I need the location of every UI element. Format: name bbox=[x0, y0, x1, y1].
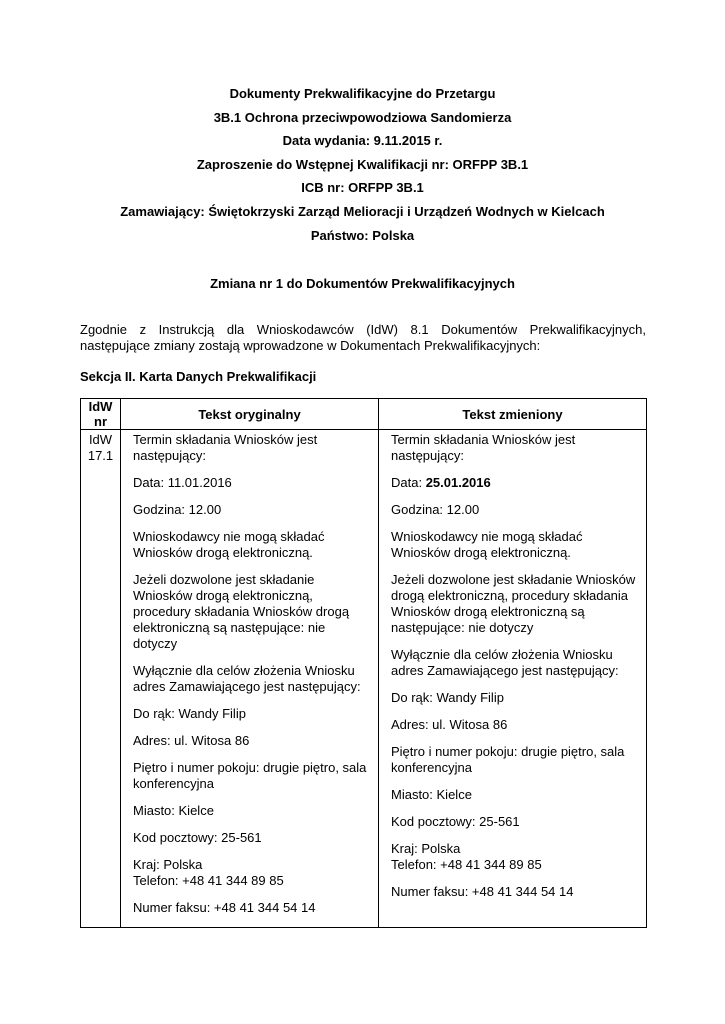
original-date bbox=[133, 475, 368, 491]
changed-text-cell bbox=[379, 430, 647, 928]
header-changed-text: Tekst zmieniony bbox=[379, 399, 647, 430]
header-project: 3B.1 Ochrona przeciwpowodziowa Sandomierza bbox=[213, 109, 512, 125]
header-issue-date: Data wydania: 9.11.2015 r. bbox=[282, 133, 443, 149]
original-fax: Numer faksu: +48 41 344 54 14 bbox=[133, 900, 316, 915]
amendment-table bbox=[80, 398, 647, 928]
changed-phone: Telefon: +48 41 344 89 85 bbox=[391, 857, 542, 872]
original-date-value: 11.01.2016 bbox=[167, 475, 232, 490]
changed-fax: Numer faksu: +48 41 344 54 14 bbox=[391, 884, 574, 899]
original-electronic-procedure: Jeżeli dozwolone jest składanie Wniosków drogą elektroniczną, procedury składania Wniosków drogą elektroniczną są następujące: nie dotyczy bbox=[133, 572, 350, 651]
original-address-intro: Wyłącznie dla celów złożenia Wniosku adres Zamawiającego jest następujący: bbox=[133, 663, 361, 694]
changed-city: Miasto: Kielce bbox=[391, 787, 472, 802]
header-icb-number: ICB nr: ORFPP 3B.1 bbox=[301, 180, 424, 196]
header-country: Państwo: Polska bbox=[310, 227, 415, 243]
header-original-text: Tekst oryginalny bbox=[121, 399, 379, 430]
changed-floor-room: Piętro i numer pokoju: drugie piętro, sala konferencyjna bbox=[391, 744, 625, 775]
table-row bbox=[81, 430, 647, 928]
original-time: Godzina: 12.00 bbox=[133, 502, 222, 517]
changed-street: Adres: ul. Witosa 86 bbox=[391, 717, 508, 732]
changed-time: Godzina: 12.00 bbox=[391, 502, 480, 517]
changed-attention: Do rąk: Wandy Filip bbox=[391, 690, 504, 705]
header-idw: IdW nr bbox=[81, 399, 121, 430]
changed-deadline: Termin składania Wniosków jest następujący: bbox=[391, 432, 576, 463]
header-employer: Zamawiający: Świętokrzyski Zarząd Melioracji i Urządzeń Wodnych w Kielcach bbox=[120, 203, 605, 219]
changed-no-electronic: Wnioskodawcy nie mogą składać Wniosków drogą elektroniczną. bbox=[391, 529, 583, 560]
changed-date bbox=[391, 475, 636, 491]
document-header bbox=[0, 82, 725, 247]
intro-paragraph: Zgodnie z Instrukcją dla Wnioskodawców (IdW) 8.1 Dokumentów Prekwalifikacyjnych, następujące zmiany zostają wprowadzone w Dokumentach Prekwalifikacyjnych: bbox=[80, 322, 646, 353]
original-text-cell bbox=[121, 430, 379, 928]
original-no-electronic: Wnioskodawcy nie mogą składać Wniosków drogą elektroniczną. bbox=[133, 529, 325, 560]
table-header-row bbox=[81, 399, 647, 430]
changed-date-label: Data: bbox=[391, 475, 426, 490]
original-city: Miasto: Kielce bbox=[133, 803, 214, 818]
header-title: Dokumenty Prekwalifikacyjne do Przetargu bbox=[229, 86, 496, 101]
changed-postal-code: Kod pocztowy: 25-561 bbox=[391, 814, 520, 829]
header-invitation-number: Zaproszenie do Wstępnej Kwalifikacji nr: ORFPP 3B.1 bbox=[196, 156, 529, 172]
section-title: Sekcja II. Karta Danych Prekwalifikacji bbox=[80, 369, 317, 384]
changed-date-value: 25.01.2016 bbox=[425, 475, 491, 490]
original-country: Kraj: Polska bbox=[133, 857, 203, 872]
changed-country: Kraj: Polska bbox=[391, 841, 461, 856]
idw-clause-number: IdW 17.1 bbox=[81, 430, 121, 928]
original-street: Adres: ul. Witosa 86 bbox=[133, 733, 250, 748]
amendment-title: Zmiana nr 1 do Dokumentów Prekwalifikacyjnych bbox=[210, 276, 515, 291]
original-deadline: Termin składania Wniosków jest następujący: bbox=[133, 432, 318, 463]
original-postal-code: Kod pocztowy: 25-561 bbox=[133, 830, 262, 845]
changed-electronic-procedure: Jeżeli dozwolone jest składanie Wniosków drogą elektroniczną, procedury składania Wniosków drogą elektroniczną są następujące: nie dotyczy bbox=[391, 572, 636, 635]
original-attention: Do rąk: Wandy Filip bbox=[133, 706, 246, 721]
changed-address-intro: Wyłącznie dla celów złożenia Wniosku adres Zamawiającego jest następujący: bbox=[391, 647, 619, 678]
original-phone: Telefon: +48 41 344 89 85 bbox=[133, 873, 284, 888]
original-date-label: Data: bbox=[133, 475, 168, 490]
original-floor-room: Piętro i numer pokoju: drugie piętro, sala konferencyjna bbox=[133, 760, 367, 791]
